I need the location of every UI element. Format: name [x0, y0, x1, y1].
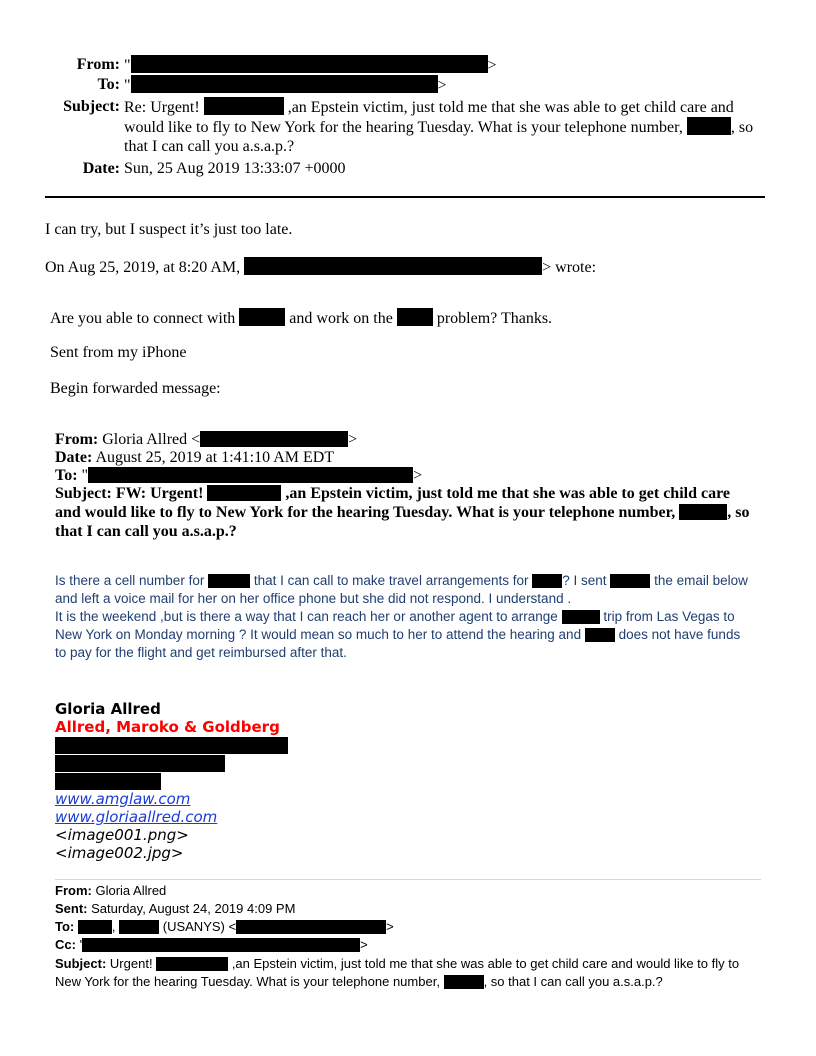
gloriaallred-link[interactable]: www.gloriaallred.com: [55, 808, 218, 826]
orig-to: To: , (USANYS) < >: [55, 919, 394, 934]
amglaw-link[interactable]: www.amglaw.com: [55, 790, 191, 808]
orig-sent: Sent: Saturday, August 24, 2019 4:09 PM: [55, 901, 296, 916]
redaction: [444, 975, 484, 989]
redaction: [78, 920, 112, 934]
original-divider: [55, 879, 761, 880]
redaction: [610, 574, 650, 588]
redaction: [200, 431, 348, 447]
fwd-subject-line-1: Subject: FW: Urgent! ,an Epstein victim, just told me that she was able to get child care: [55, 485, 730, 502]
email-header: [0, 55, 816, 185]
redaction: [204, 97, 284, 115]
redaction: [562, 610, 600, 624]
subject-line-2: would like to fly to New York for the hearing Tuesday. What is your telephone number, , so: [124, 119, 754, 136]
to-value: " >: [124, 77, 447, 94]
quote-intro: On Aug 25, 2019, at 8:20 AM, > wrote:: [45, 259, 597, 276]
signature: [55, 700, 288, 862]
begin-forwarded: Begin forwarded message:: [50, 380, 221, 397]
signature-name: Gloria Allred: [55, 700, 161, 718]
fwd-subject-line-2: and would like to fly to New York for the hearing Tuesday. What is your telephone number, , so: [55, 504, 750, 521]
redaction: [244, 257, 542, 275]
redaction: [131, 75, 438, 93]
orig-cc: Cc: ' >: [55, 937, 368, 952]
redaction: [236, 920, 386, 934]
message-line-5: to pay for the flight and get reimbursed after that.: [55, 645, 347, 660]
redaction: [679, 504, 727, 520]
redaction: [239, 308, 285, 326]
redaction: [88, 467, 413, 483]
reply-text: I can try, but I suspect it’s just too late.: [45, 221, 293, 238]
redaction: [55, 737, 288, 754]
fwd-date: Date: August 25, 2019 at 1:41:10 AM EDT: [55, 449, 335, 466]
message-line-2: and left a voice mail for her on her office phone but she did not respond. I understand .: [55, 591, 572, 606]
redaction: [687, 117, 731, 135]
message-line-4: New York on Monday morning ? It would mean so much to her to attend the hearing and does not have funds: [55, 627, 741, 642]
from-value: " >: [124, 57, 497, 74]
to-label: To:: [97, 76, 120, 93]
redaction: [397, 308, 433, 326]
orig-subject-line-2: New York for the hearing Tuesday. What is your telephone number, , so that I can call you a.s.a.p.?: [55, 974, 663, 989]
redaction: [585, 628, 615, 642]
redaction: [208, 574, 250, 588]
fwd-subject-line-3: that I can call you a.s.a.p.?: [55, 523, 237, 540]
redaction: [55, 755, 225, 772]
sent-from: Sent from my iPhone: [50, 344, 187, 361]
subject-label: Subject:: [63, 98, 120, 115]
redaction: [131, 55, 488, 73]
message-line-3: It is the weekend ,but is there a way that I can reach her or another agent to arrange trip from Las Vegas to: [55, 609, 735, 624]
redaction: [532, 574, 562, 588]
signature-firm: Allred, Maroko & Goldberg: [55, 718, 280, 736]
message-line-1: Is there a cell number for that I can call to make travel arrangements for ? I sent the email below: [55, 573, 748, 588]
redaction: [156, 957, 228, 971]
orig-subject-line-1: Subject: Urgent! ,an Epstein victim, just told me that she was able to get child care and would like to fly to: [55, 956, 740, 971]
fwd-from: From: Gloria Allred < >: [55, 431, 358, 448]
redaction: [55, 773, 161, 790]
date-label: Date:: [82, 160, 120, 177]
fwd-to: To: " >: [55, 467, 423, 484]
date-value: Sun, 25 Aug 2019 13:33:07 +0000: [124, 160, 346, 177]
orig-from: From: Gloria Allred: [55, 883, 167, 898]
redaction: [119, 920, 159, 934]
attachment-image002[interactable]: <image002.jpg>: [55, 844, 184, 862]
header-divider: [45, 196, 765, 198]
subject-line-1: Re: Urgent! ,an Epstein victim, just told me that she was able to get child care and: [124, 99, 734, 116]
redaction: [82, 938, 360, 952]
from-label: From:: [76, 56, 120, 73]
redaction: [207, 485, 281, 501]
attachment-image001[interactable]: <image001.png>: [55, 826, 189, 844]
subject-line-3: that I can call you a.s.a.p.?: [124, 138, 295, 155]
quoted-question: Are you able to connect with and work on the problem? Thanks.: [50, 310, 553, 327]
